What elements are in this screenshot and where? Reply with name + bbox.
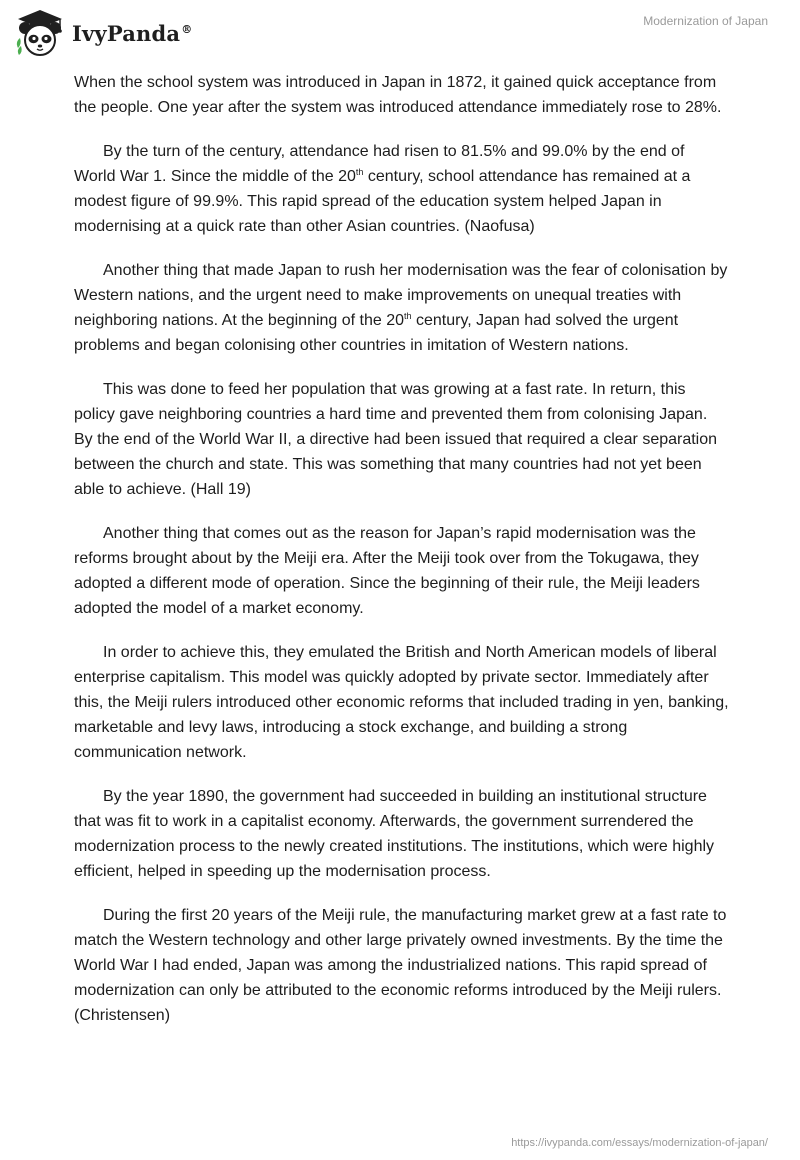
paragraph-1-text: When the school system was introduced in Japan in 1872, it gained quick acceptance from the people. One year after the system was introduced attendance immediately rose to 28%. [74,74,722,116]
source-url: https://ivypanda.com/essays/modernization-of-japan/ [511,1137,768,1149]
paragraph-6 [74,640,730,765]
paragraph-8 [74,903,730,1028]
registered-mark: ® [181,22,193,36]
paragraph-5 [74,521,730,621]
brand-name [72,21,192,46]
paragraph-2-text-b: century, school attendance has remained at a modest figure of 99.9%. This rapid spread of the education system helped Japan in modernising at a quick rate than other Asian countries. (Naofusa) [74,168,691,235]
paragraph-2-text-a: By the turn of the century, attendance had risen to 81.5% and 99.0% by the end of World War 1. Since the middle of the 20 [74,143,685,185]
page-header [0,0,800,70]
paragraph-6-text: In order to achieve this, they emulated the British and North American models of liberal enterprise capitalism. This model was quickly adopted by private sector. Immediately after this, the Meiji rulers introduced other economic reforms that included trading in yen, banking, marketable and levy laws, introducing a stock exchange, and building a strong communication network. [74,644,729,761]
paragraph-1 [74,70,730,120]
ordinal-superscript: th [355,167,364,177]
brand-logo-link[interactable] [14,8,192,58]
paragraph-2 [74,139,730,239]
brand-name-text: IvyPanda [72,20,181,46]
ordinal-superscript: th [404,311,412,321]
paragraph-4 [74,377,730,502]
paragraph-7-text: By the year 1890, the government had succeeded in building an institutional structure that was fit to work in a capitalist economy. Afterwards, the government surrendered the modernization process to the newly created institutions. The institutions, which were highly efficient, helped in speeding up the modernisation process. [74,788,715,880]
paragraph-4-text: This was done to feed her population that was growing at a fast rate. In return, this policy gave neighboring countries a hard time and prevented them from colonising Japan. By the end of the World War II, a directive had been issued that required a clear separation between the church and state. This was something that many countries had not yet been able to achieve. (Hall 19) [74,381,718,498]
paragraph-8-text: During the first 20 years of the Meiji rule, the manufacturing market grew at a fast rate to match the Western technology and other large privately owned investments. By the time the World War I had ended, Japan was among the industrialized nations. This rapid spread of modernization can only be attributed to the economic reforms introduced by the Meiji rulers. (Christensen) [74,907,727,1024]
paragraph-3 [74,258,730,358]
paragraph-5-text: Another thing that comes out as the reason for Japan’s rapid modernisation was the reforms brought about by the Meiji era. After the Meiji took over from the Tokugawa, they adopted a different mode of operation. Since the beginning of their rule, the Meiji leaders adopted the model of a market economy. [74,525,700,617]
paragraph-3-text-a: Another thing that made Japan to rush her modernisation was the fear of colonisation by Western nations, and the urgent need to make improvements on unequal treaties with neighboring nations. At the beginning of the 20 [74,262,728,329]
paragraph-7 [74,784,730,884]
paragraph-3-text-b: century, Japan had solved the urgent problems and began colonising other countries in imitation of Western nations. [74,312,679,354]
essay-body [74,70,730,1047]
document-title: Modernization of Japan [643,14,768,28]
panda-graduation-cap-icon [14,8,66,58]
